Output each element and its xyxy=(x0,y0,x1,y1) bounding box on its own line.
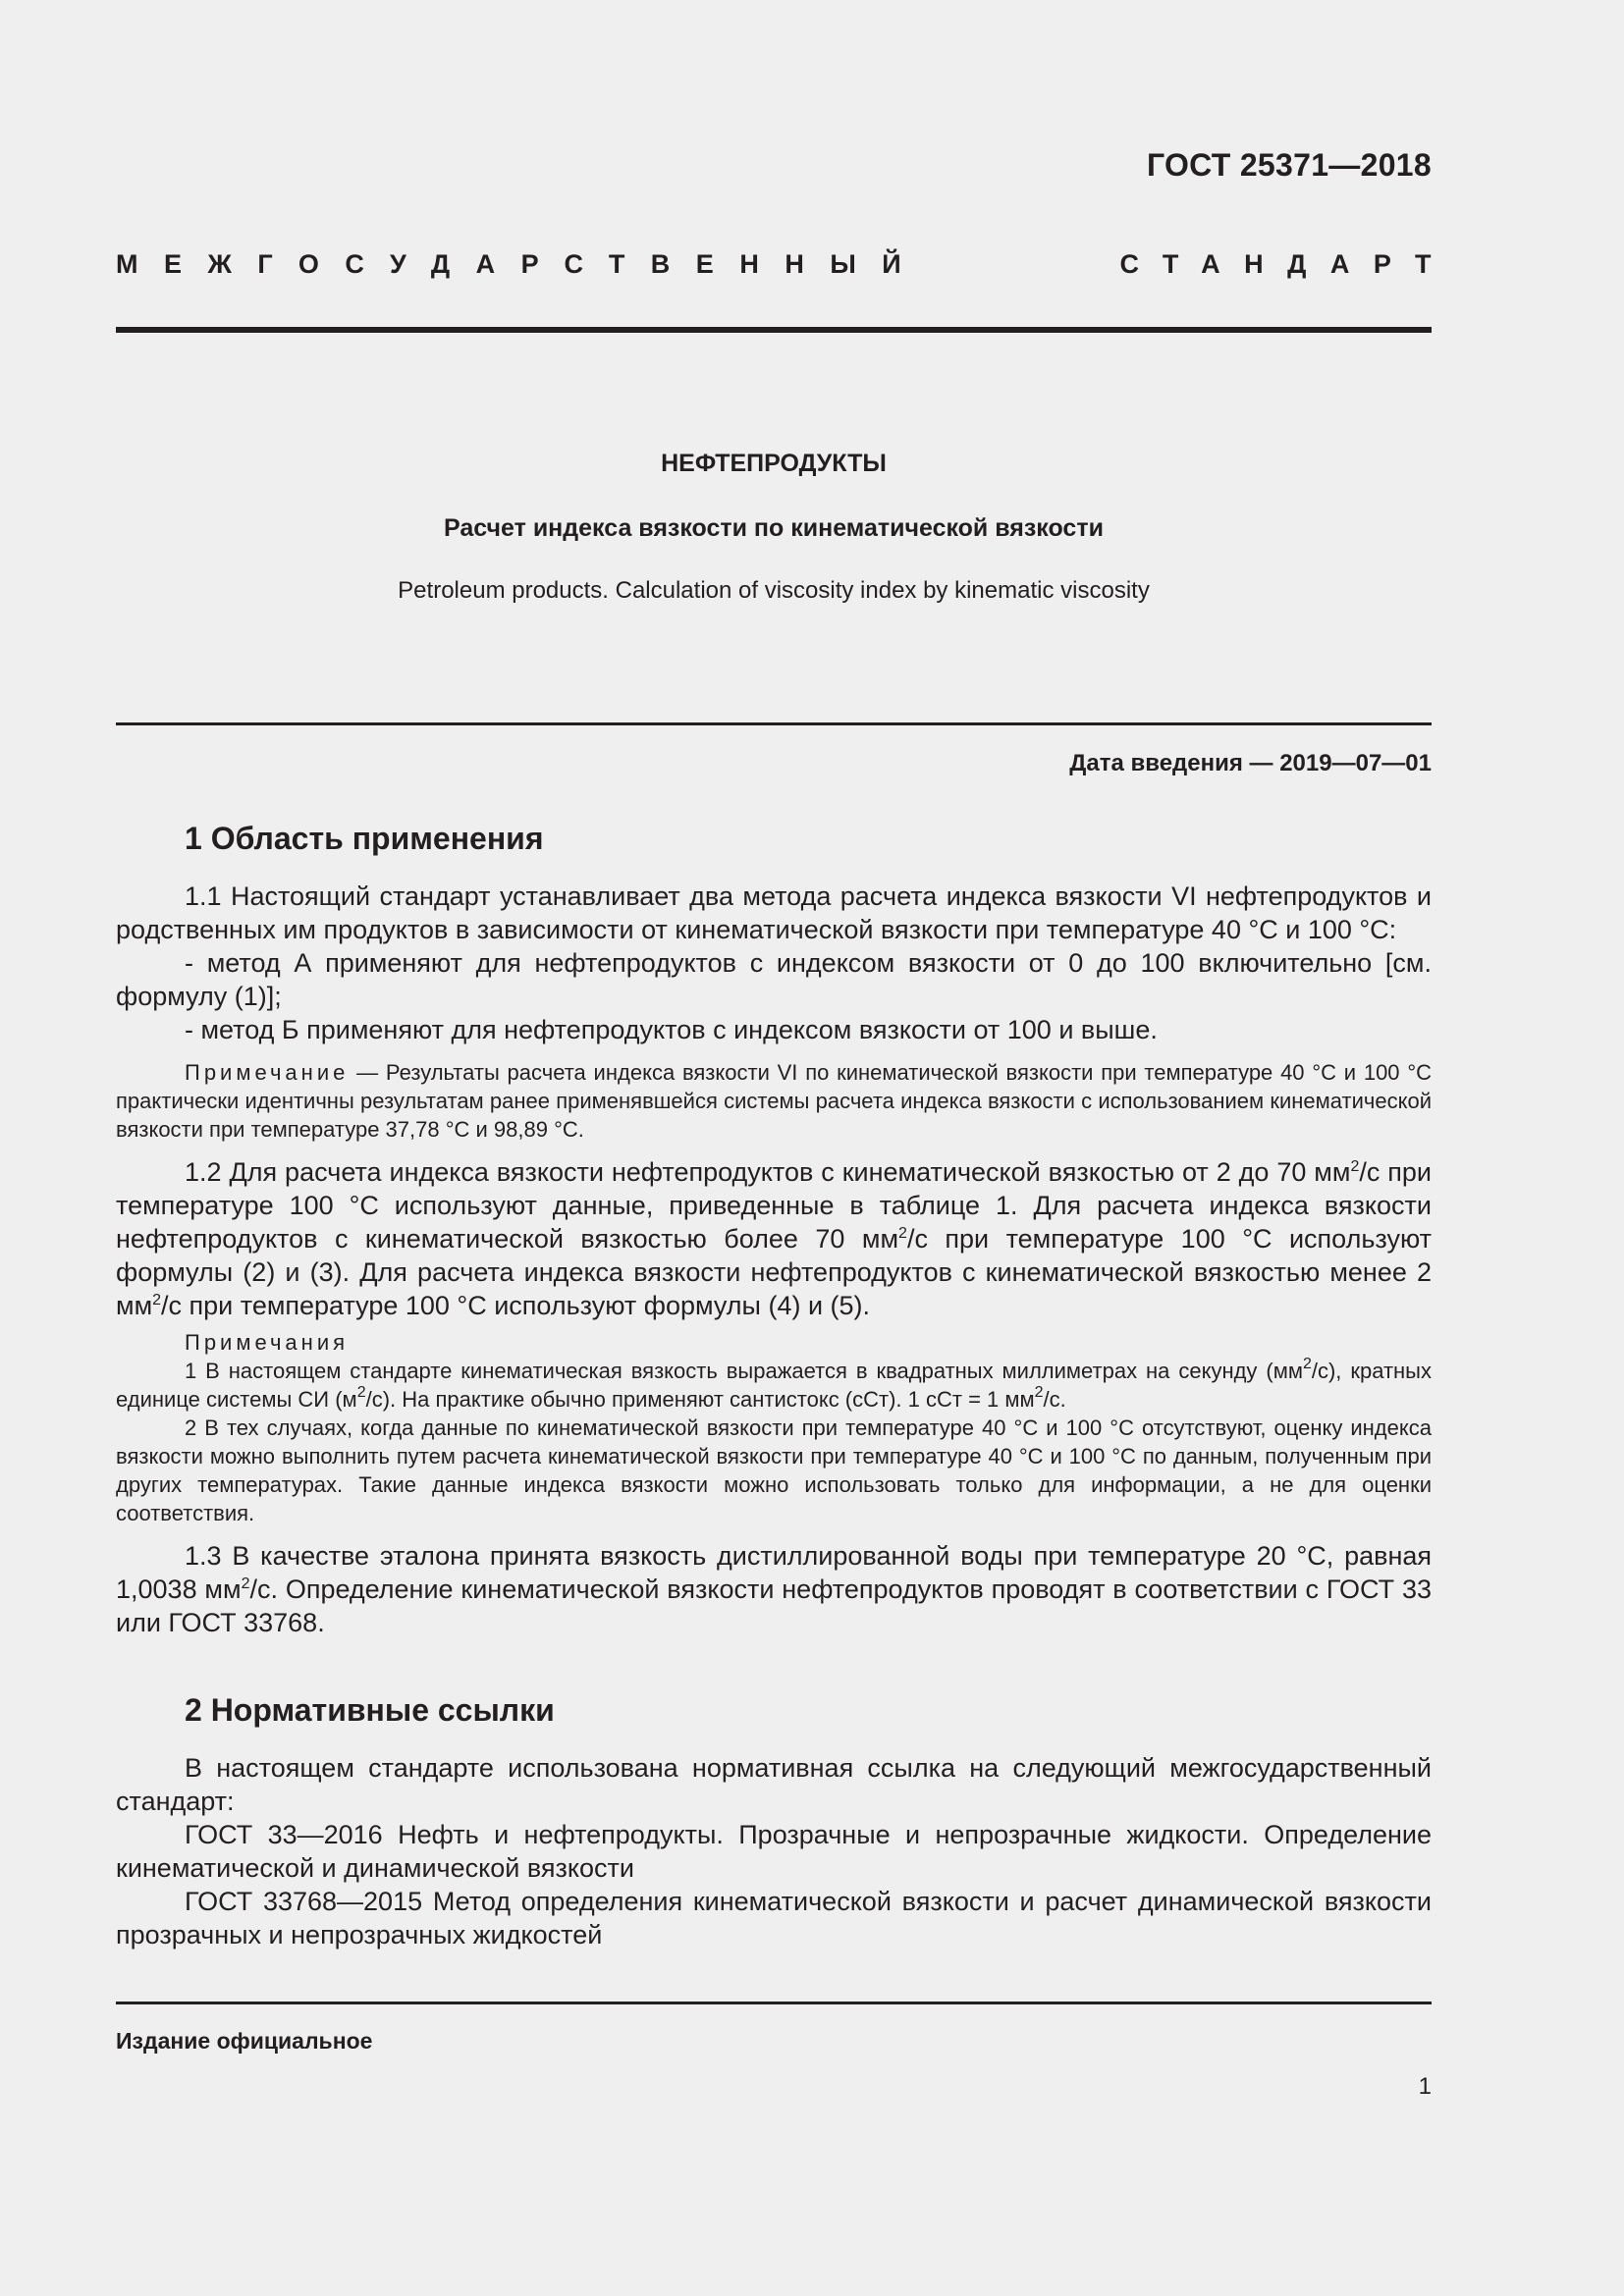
note-item-2: 2 В тех случаях, когда данные по кинематической вязкости при температуре 40 °С и 100 °С отсутствуют, оценку индекса вязкости можно выполнить путем расчета кинематической вязкости при температуре 40 °С и 100 °С по данным, полученным при других температурах. Такие данные индекса вязкости можно использовать только для информации, а не для оценки соответствия. xyxy=(116,1415,1432,1525)
header-divider xyxy=(116,327,1432,333)
banner-word-standard: СТАНДАРТ xyxy=(1119,249,1455,279)
paragraph-1-1-method-a: - метод А применяют для нефтепродуктов с индексом вязкости от 0 до 100 включительно [см. формулу (1)]; xyxy=(116,948,1432,1011)
section-2-heading: 2 Нормативные ссылки xyxy=(185,1692,555,1728)
footer-divider xyxy=(116,2002,1432,2004)
note-text: — Результаты расчета индекса вязкости VI по кинематической вязкости при температуре 40 °С и 100 °С практически идентичны результатам ранее применявшейся системы расчета индекса вязкости с использованием кинематической вязкости при температуре 37,78 °С и 98,89 °С. xyxy=(116,1060,1432,1142)
introduction-date: Дата введения — 2019—07—01 xyxy=(1069,750,1432,776)
reference-gost-33: ГОСТ 33—2016 Нефть и нефтепродукты. Прозрачные и непрозрачные жидкости. Определение кинематической и динамической вязкости xyxy=(116,1820,1432,1883)
section-2-intro: В настоящем стандарте использована нормативная ссылка на следующий межгосударственный стандарт: xyxy=(116,1753,1432,1816)
paragraph-1-1-method-b: - метод Б применяют для нефтепродуктов с индексом вязкости от 100 и выше. xyxy=(185,1015,1158,1044)
official-edition-label: Издание официальное xyxy=(116,2028,373,2054)
page-number: 1 xyxy=(1418,2073,1432,2100)
banner-word-interstate: МЕЖГОСУДАРСТВЕННЫЙ xyxy=(116,249,928,279)
note-label: Примечание xyxy=(185,1060,350,1085)
document-page xyxy=(116,0,1455,2296)
title-divider xyxy=(116,722,1432,725)
section-1-heading: 1 Область применения xyxy=(185,821,544,856)
interstate-standard-banner xyxy=(116,249,1455,283)
document-code: ГОСТ 25371—2018 xyxy=(1146,147,1432,183)
section-1-body xyxy=(116,880,1432,1639)
note-1 xyxy=(116,1058,1432,1144)
document-title-english: Petroleum products. Calculation of viscosity index by kinematic viscosity xyxy=(398,577,1150,604)
reference-gost-33768: ГОСТ 33768—2015 Метод определения кинематической вязкости и расчет динамической вязкости прозрачных и непрозрачных жидкостей xyxy=(116,1887,1432,1949)
paragraph-1-2: 1.2 Для расчета индекса вязкости нефтепродуктов с кинематической вязкостью от 2 до 70 $мм^2/с$ при температуре 100 °С используют данные, приведенные в таблице 1. Для расчета индекса вязкости нефтепродуктов с кинематической вязкостью более 70 $мм^2/с$ при температуре 100 °С используют формулы (2) и (3). Для расчета индекса вязкости нефтепродуктов с кинематической вязкостью менее 2 $мм^2/с$ при температуре 100 °С используют формулы (4) и (5). xyxy=(116,1157,1433,1320)
section-2-body xyxy=(116,1751,1432,1951)
document-title: НЕФТЕПРОДУКТЫ xyxy=(661,450,887,477)
document-subtitle: Расчет индекса вязкости по кинематической вязкости xyxy=(444,514,1104,542)
paragraph-1-3: 1.3 В качестве эталона принята вязкость дистиллированной воды при температуре 20 °С, равная 1,0038 $мм^2/с$. Определение кинематической вязкости нефтепродуктов проводят в соответствии с ГОСТ 33 или ГОСТ 33768. xyxy=(116,1541,1432,1637)
paragraph-1-1: 1.1 Настоящий стандарт устанавливает два метода расчета индекса вязкости VI нефтепродуктов и родственных им продуктов в зависимости от кинематической вязкости при температуре 40 °С и 100 °С: xyxy=(116,881,1432,944)
notes-label: Примечания xyxy=(185,1330,350,1355)
note-item-1: 1 В настоящем стандарте кинематическая вязкость выражается в квадратных миллиметрах на секунду $(мм^2/с)$, кратных единице системы СИ $(м^2/с)$. На практике обычно применяют сантистокс (сСт). 1 сСт = 1 $мм^2/с$. xyxy=(116,1356,1432,1412)
